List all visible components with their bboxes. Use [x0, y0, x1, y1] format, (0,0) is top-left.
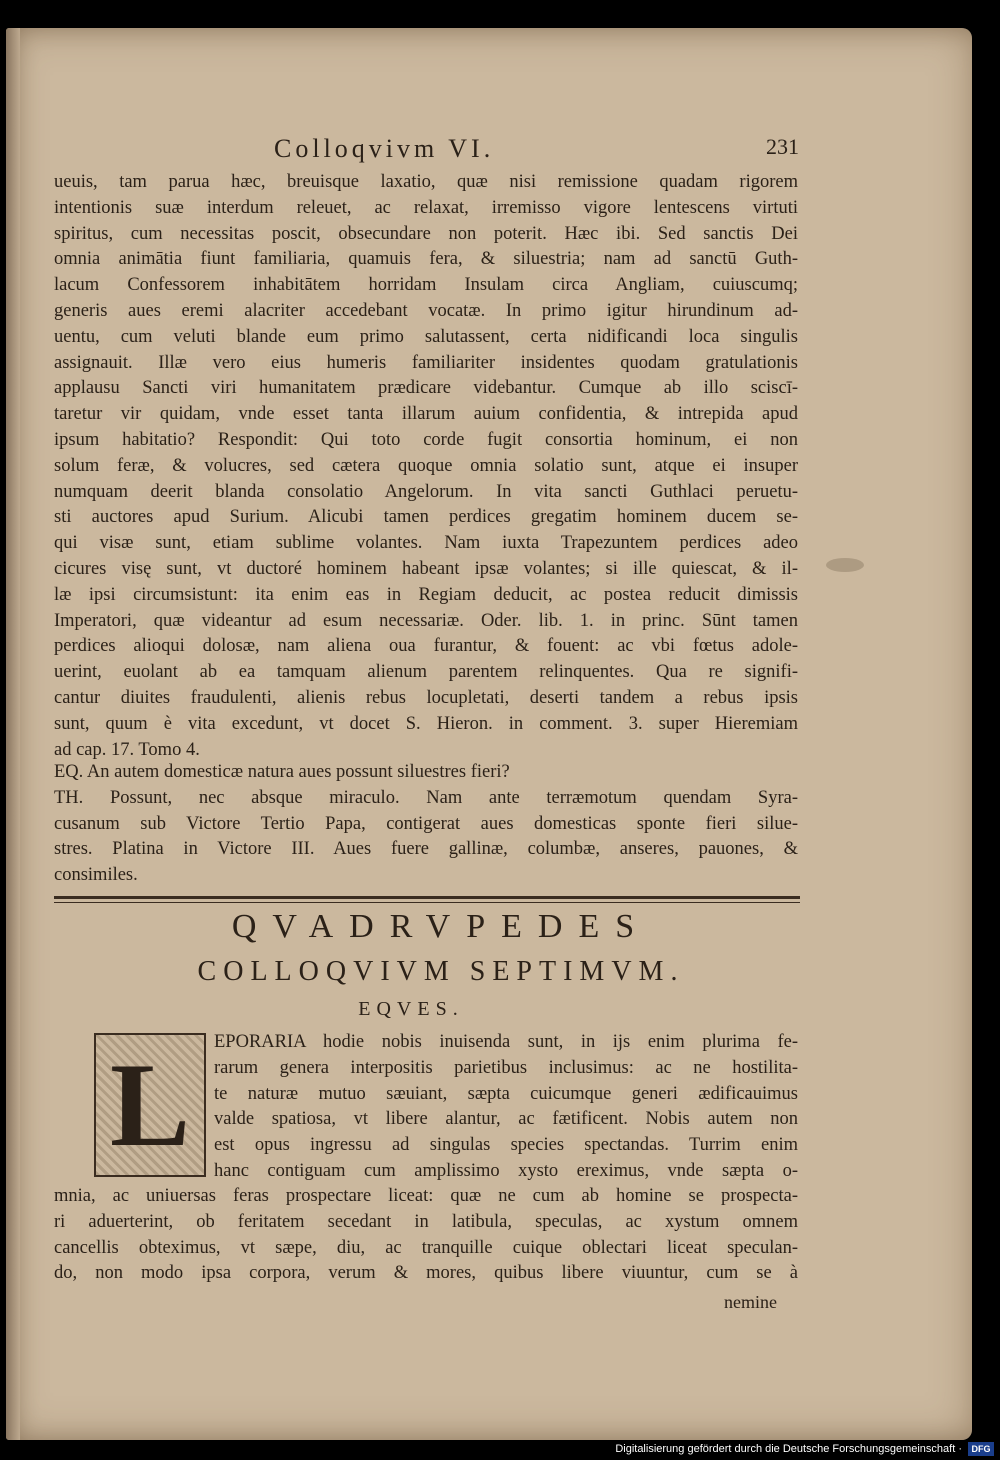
- paragraph-2-continued: [54, 1184, 798, 1287]
- text-line: generis aues eremi alacriter accedebant vocatæ. In primo igitur hirundinum ad-: [54, 300, 798, 321]
- paragraph-2-indented: [214, 1030, 798, 1185]
- text-line: numquam deerit blanda consolatio Angelorum. In vita sancti Guthlaci peruetu-: [54, 481, 798, 502]
- text-line: omnia animātia fiunt familiaria, quamuis fera, & siluestria; nam ad sanctū Guth-: [54, 249, 798, 270]
- dfg-logo: DFG: [968, 1442, 994, 1456]
- section-rule-thin: [54, 902, 800, 903]
- text-line: est opus ingressu ad singulas species spectandas. Turrim enim: [214, 1135, 798, 1156]
- text-line: Imperatori, quæ videantur ad esum necessariæ. Oder. lib. 1. in princ. Sūnt tamen: [54, 610, 798, 631]
- text-line: rarum genera interpositis parietibus inclusimus: ac ne hostilita-: [214, 1057, 798, 1078]
- text-line: hanc contiguam cum amplissimo xysto ereximus, vnde sæpta o-: [214, 1160, 798, 1181]
- text-line: qui visæ sunt, etiam sublime volantes. Nam iuxta Trapezuntem perdices adeo: [54, 533, 798, 554]
- text-line: EPORARIA hodie nobis inuisenda sunt, in ijs enim plurima fe-: [214, 1032, 798, 1052]
- text-line: sunt, quum è vita excedunt, vt docet S. Hieron. in comment. 3. super Hieremiam: [54, 713, 798, 734]
- catchword: nemine: [724, 1292, 777, 1312]
- text-line: spiritus, cum necessitas poscit, obsecundare non poterit. Hæc ibi. Sed sanctis Dei: [54, 223, 798, 244]
- text-line: te naturæ mutuo sæuiant, sæpta cuicumque generi ædificauimus: [214, 1083, 798, 1104]
- chapter-title: COLLOQVIVM SEPTIMVM.: [197, 956, 685, 987]
- text-line: assignauit. Illæ vero eius humeris familiariter insidentes quodam gratulationis: [54, 352, 798, 373]
- text-line: læ ipsi circumsistunt: ita enim eas in Regiam deducit, ac postea reducit dimissis: [54, 584, 798, 605]
- paragraph-1: [54, 170, 798, 763]
- initial-letter: L: [109, 1038, 191, 1171]
- paper-stain: [826, 558, 864, 572]
- digitization-credit: Digitalisierung gefördert durch die Deutsche Forschungsgemeinschaft ·: [615, 1443, 962, 1455]
- running-title: Colloqvivm VI.: [274, 134, 495, 163]
- text-line: perdices alioqui dolosæ, nam aliena oua furantur, & fouent: ac vbi fœtus adole-: [54, 636, 798, 657]
- text-line: stres. Platina in Victore III. Aues fuere gallinæ, columbæ, anseres, pauones, &: [54, 839, 798, 860]
- text-line: uerint, euolant ab ea tamquam alienum parentem relinquentes. Qua re signifi-: [54, 662, 798, 683]
- text-line: intentionis suæ interdum releuet, ac relaxat, irremisso vigore lentescens virtuti: [54, 197, 798, 218]
- text-line: cusanum sub Victore Tertio Papa, contigerat aues domesticas sponte fieri silue-: [54, 813, 798, 834]
- text-line: TH. Possunt, nec absque miraculo. Nam ante terræmotum quendam Syra-: [54, 787, 798, 808]
- text-line: solum feræ, & volucres, sed cætera quoque omnia solatio sunt, atque ei insuper: [54, 455, 798, 476]
- text-line: applausu Sancti viri humanitatem prædicare videbantur. Cumque ab illo sciscī-: [54, 378, 798, 399]
- text-line: taretur vir quidam, vnde esset tanta illarum auium confidentia, & intrepida apud: [54, 404, 798, 425]
- text-line: ad cap. 17. Tomo 4.: [54, 739, 200, 760]
- text-line: lacum Confessorem inhabitātem horridam Insulam circa Angliam, cuiuscumq;: [54, 275, 798, 296]
- text-line: ueuis, tam parua hæc, breuisque laxatio, quæ nisi remissione quadam rigorem: [54, 172, 798, 192]
- text-line: cantur diuites fraudulenti, alienis rebus locupletati, deserti tandem a rebus ipsis: [54, 687, 798, 708]
- text-line: ri aduerterint, ob feritatem secedant in latibula, speculas, ac xystum omnem: [54, 1211, 798, 1232]
- decorated-initial: [94, 1033, 206, 1177]
- text-line: mnia, ac uniuersas feras prospectare liceat: quæ ne cum ab homine se prospecta-: [54, 1186, 798, 1206]
- text-line: do, non modo ipsa corpora, verum & mores, quibus libere viuuntur, cum se à: [54, 1263, 798, 1284]
- book-page: [6, 28, 972, 1440]
- page-number: 231: [766, 134, 799, 159]
- text-line: uentu, cum veluti blande eum primo salutassent, certa nidificandi loca singulis: [54, 326, 798, 347]
- text-line: consimiles.: [54, 865, 138, 886]
- dialog-block: [54, 760, 798, 889]
- text-line: EQ. An autem domesticæ natura aues possunt siluestres fieri?: [54, 762, 510, 782]
- text-line: cicures visę sunt, vt ductoré hominem habeant ipsæ volantes; si ille quiescat, & il-: [54, 558, 798, 579]
- speaker-heading: EQVES.: [358, 998, 464, 1020]
- section-rule: [54, 896, 800, 899]
- page-spine-shadow: [6, 28, 20, 1440]
- section-title: QVADRVPEDES: [231, 908, 651, 945]
- text-line: valde spatiosa, vt libere alantur, ac fætificent. Nobis autem non: [214, 1109, 798, 1130]
- text-line: sti auctores apud Surium. Alicubi tamen perdices gregatim hominem ducem se-: [54, 507, 798, 528]
- text-line: cancellis obteximus, vt sæpe, diu, ac tranquille cuique oblectari liceat speculan-: [54, 1237, 798, 1258]
- text-line: ipsum habitatio? Respondit: Qui toto corde fugit consortia hominum, ei non: [54, 429, 798, 450]
